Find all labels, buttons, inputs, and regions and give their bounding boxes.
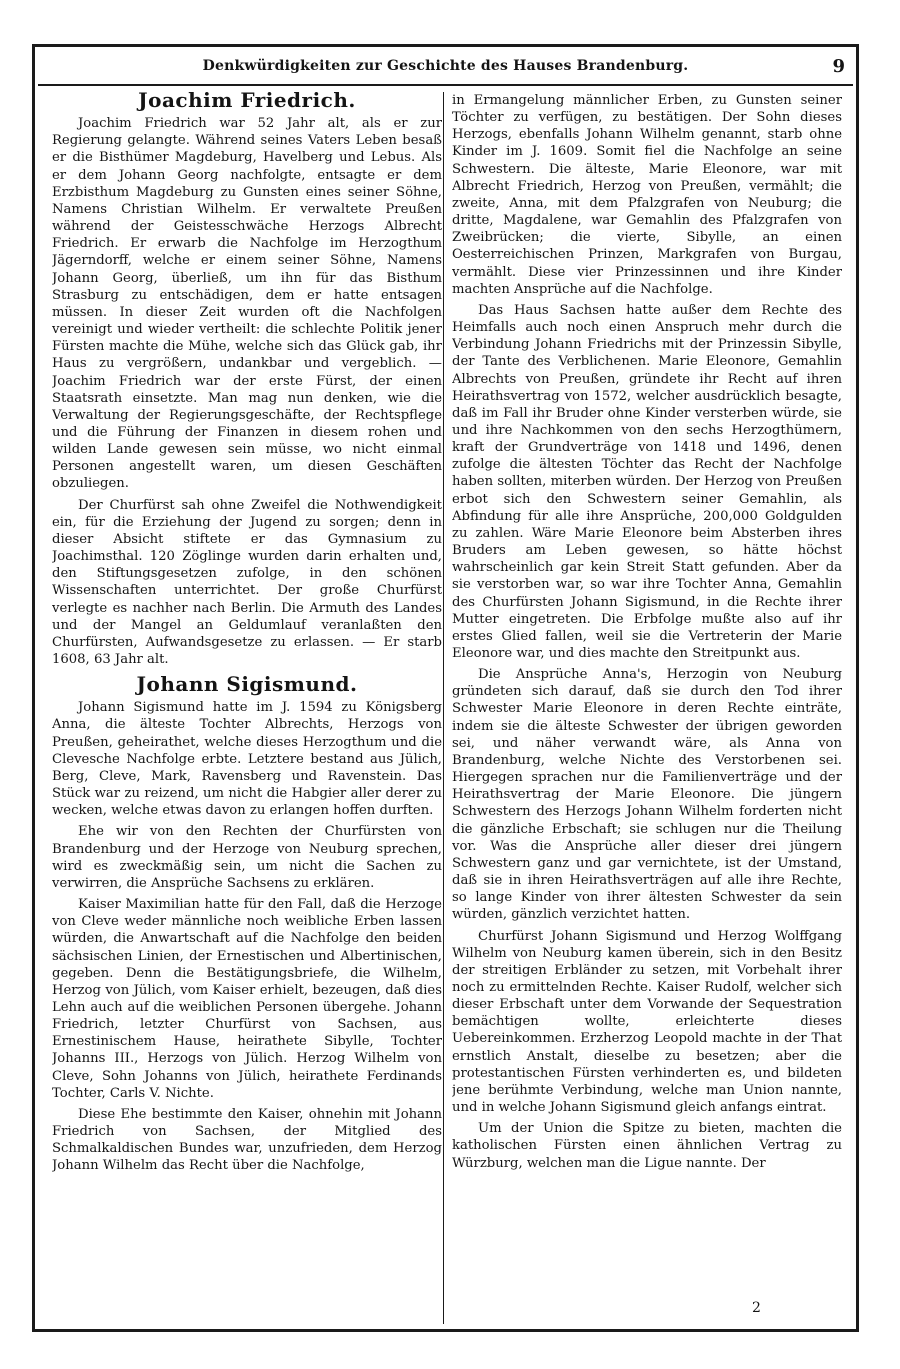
paragraph: Das Haus Sachsen hatte außer dem Rechte des Heimfalls auch noch einen Anspruch mehr durch die Verbindung Johann Friedrichs mit der Prinzessin Sibylle, der Tante des Verblichenen. Marie Eleonore, Gemahlin Albrechts von Preußen, gründete ihr Recht auf ihren Heirathsvertrag von 1572, welcher ausdrücklich besagte, daß im Fall ihr Bruder ohne Kinder versterben würde, sie und ihre Nachkommen von den sechs Herzogthümern, kraft der Grundverträge von 1418 und 1496, denen zufolge die ältesten Töchter das Recht der Nachfolge haben sollten, miterben würden. Der Herzog von Preußen erbot sich den Schwestern seiner Gemahlin, als Abfindung für alle ihre Ansprüche, 200,000 Goldgulden zu zahlen. Wäre Marie Eleonore beim Absterben ihres Bruders am Leben gewesen, so hätte höchst wahrscheinlich gar kein Streit Statt gefunden. Aber da sie verstorben war, so war ihre Tochter Anna, Gemahlin des Churfürsten Johann Sigismund, in die Rechte ihrer Mutter eingetreten. Die Erbfolge mußte also auf ihr erstes Glied fallen, weil sie die Vertreterin der Marie Eleonore war, und dies machte den Streitpunkt aus. <box>452 302 842 661</box>
header-title: Denkwürdigkeiten zur Geschichte des Hauses Brandenburg. <box>202 58 689 74</box>
paragraph: Die Ansprüche Anna's, Herzogin von Neuburg gründeten sich darauf, daß sie durch den Tod ihrer Schwester Marie Eleonore in deren Rechte einträte, indem sie die älteste Schwester der übrigen geworden sei, und näher verwandt wäre, als Anna von Brandenburg, welche Nichte des Verstorbenen sei. Hiergegen sprachen nur die Familienverträge und der Heirathsvertrag der Marie Eleonore. Die jüngern Schwestern des Herzogs Johann Wilhelm forderten nicht die gänzliche Erbschaft; sie schlugen nur die Theilung vor. Was die Ansprüche aller dieser drei jüngern Schwestern ganz und gar vernichtete, ist der Umstand, daß sie in ihren Heirathsverträgen auf alle ihre Rechte, so lange Kinder von ihrer ältesten Schwester da sein würden, gänzlich verzichtet hatten. <box>452 667 842 923</box>
paragraph: Joachim Friedrich war 52 Jahr alt, als er zur Regierung gelangte. Während seines Vaters Leben besaß er die Bisthümer Magdeburg, Havelberg und Lebus. Als er dem Johann Georg nachfolgte, entsagte er dem Erzbisthum Magdeburg zu Gunsten eines seiner Söhne, Namens Christian Wilhelm. Er verwaltete Preußen während der Geistesschwäche Herzogs Albrecht Friedrich. Er erwarb die Nachfolge im Herzogthum Jägerndorff, welche er einem seiner Söhne, Namens Johann Georg, überließ, um ihn für das Bisthum Strasburg zu entschädigen, dem er hatte entsagen müssen. In dieser Zeit wurden oft die Nachfolgen vereinigt und wieder vertheilt: die schlechte Politik jener Fürsten machte die Mühe, welche sich das Glück gab, ihr Haus zu vergrößern, undankbar und vergeblich. — Joachim Friedrich war der erste Fürst, der einen Staatsrath einsetzte. Man mag nun denken, wie die Verwaltung der Regierungsgeschäfte, der Rechtspflege und die Führung der Finanzen in diesem rohen und wilden Lande gewesen sein müsse, wo nicht einmal Personen angestellt waren, um diesen Geschäften obzuliegen. <box>52 116 442 492</box>
paragraph: Um der Union die Spitze zu bieten, machten die katholischen Fürsten einen ähnlichen Vertrag zu Würzburg, welchen man die Ligue nannte. Der <box>452 1121 842 1171</box>
paragraph: Der Churfürst sah ohne Zweifel die Nothwendigkeit ein, für die Erziehung der Jugend zu sorgen; denn in dieser Absicht stiftete er das Gymnasium zu Joachimsthal. 120 Zöglinge wurden darin erhalten und, den Stiftungsgesetzen zufolge, in den schönen Wissenschaften unterrichtet. Der große Churfürst verlegte es nachher nach Berlin. Die Armuth des Landes und der Mangel an Geldumlauf veranlaßten den Churfürsten, Aufwandsgesetze zu erlassen. — Er starb 1608, 63 Jahr alt. <box>52 497 442 667</box>
page-number: 9 <box>832 56 845 77</box>
right-column <box>452 92 842 1302</box>
paragraph: Diese Ehe bestimmte den Kaiser, ohnehin mit Johann Friedrich von Sachsen, der Mitglied des Schmalkaldischen Bundes war, unzufrieden, dem Herzog Johann Wilhelm das Recht über die Nachfolge, <box>52 1106 442 1174</box>
paragraph: Kaiser Maximilian hatte für den Fall, daß die Herzoge von Cleve weder männliche noch weibliche Erben lassen würden, die Anwartschaft auf die Nachfolge den beiden sächsischen Linien, der Ernestischen und Albertinischen, gegeben. Denn die Bestätigungsbriefe, die Wilhelm, Herzog von Jülich, vom Kaiser erhielt, bezeugen, daß dies Lehn auch auf die weiblichen Personen übergehe. Johann Friedrich, letzter Churfürst von Sachsen, aus Ernestinischem Hause, heirathete Sibylle, Tochter Johanns III., Herzogs von Jülich. Herzog Wilhelm von Cleve, Sohn Johanns von Jülich, heirathete Ferdinands Tochter, Carls V. Nichte. <box>52 897 442 1101</box>
section-heading-johann-sigismund: Johann Sigismund. <box>136 672 358 697</box>
running-header <box>38 58 853 86</box>
paragraph: Ehe wir von den Rechten der Churfürsten von Brandenburg und der Herzoge von Neuburg sprechen, wird es zweckmäßig sein, um nicht die Sachen zu verwirren, die Ansprüche Sachsens zu erklären. <box>52 824 442 891</box>
paragraph: Johann Sigismund hatte im J. 1594 zu Königsberg Anna, die älteste Tochter Albrechts, Herzogs von Preußen, geheirathet, welche dieses Herzogthum und die Clevesche Nachfolge erbte. Letztere bestand aus Jülich, Berg, Cleve, Mark, Ravensberg und Ravenstein. Das Stück war zu reizend, um nicht die Habgier aller derer zu wecken, welche etwas davon zu erlangen hoffen durften. <box>52 700 442 819</box>
column-divider <box>443 92 444 1324</box>
printer-signature-mark: 2 <box>752 1300 761 1316</box>
paragraph: Churfürst Johann Sigismund und Herzog Wolffgang Wilhelm von Neuburg kamen überein, sich in den Besitz der streitigen Erbländer zu setzen, mit Vorbehalt ihrer noch zu ermittelnden Rechte. Kaiser Rudolf, welcher sich dieser Erbschaft unter dem Vorwande der Sequestration bemächtigen wollte, erleichterte dieses Uebereinkommen. Erzherzog Leopold machte in der That ernstlich Anstalt, dieselbe zu besetzen; aber die protestantischen Fürsten verhinderten es, und bildeten jene berühmte Verbindung, welche man Union nannte, und in welche Johann Sigismund gleich anfangs eintrat. <box>452 928 842 1116</box>
paragraph: in Ermangelung männlicher Erben, zu Gunsten seiner Töchter zu verfügen, zu bestätigen. Der Sohn dieses Herzogs, ebenfalls Johann Wilhelm genannt, starb ohne Kinder im J. 1609. Somit fiel die Nachfolge an seine Schwestern. Die älteste, Marie Eleonore, war mit Albrecht Friedrich, Herzog von Preußen, vermählt; die zweite, Anna, mit dem Pfalzgrafen von Neuburg; die dritte, Magdalene, war Gemahlin des Pfalzgrafen von Zweibrücken; die vierte, Sibylle, an einen Oesterreichischen Prinzen, Markgrafen von Burgau, vermählt. Diese vier Prinzessinnen und ihre Kinder machten Ansprüche auf die Nachfolge. <box>452 93 842 297</box>
left-column <box>52 92 442 1320</box>
section-heading-joachim-friedrich: Joachim Friedrich. <box>138 92 356 112</box>
